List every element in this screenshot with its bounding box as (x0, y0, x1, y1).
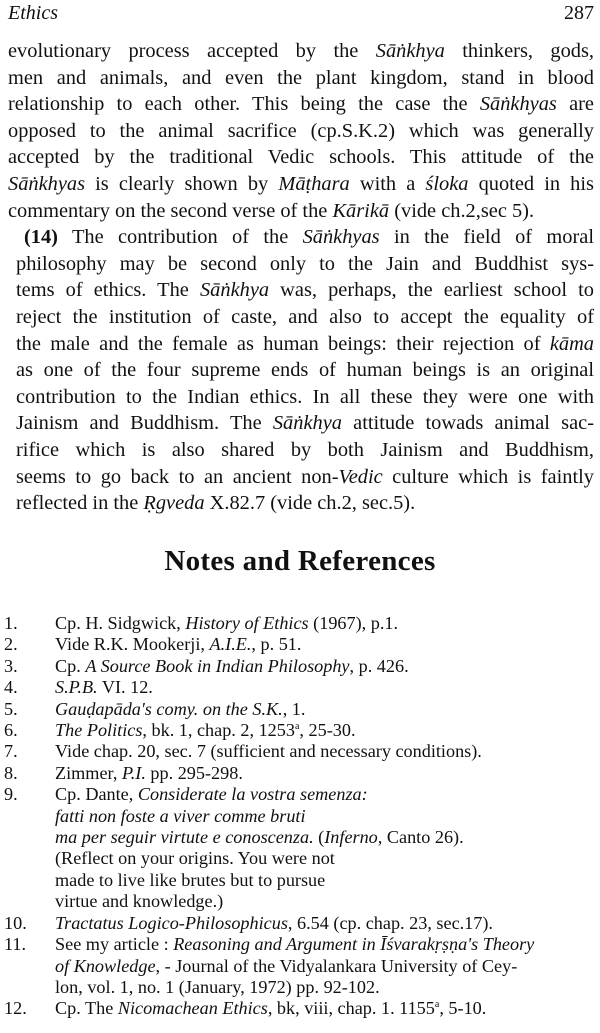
superscript: a (434, 999, 440, 1011)
text-line: rifice which is also shared by both Jainism and Buddhism, (16, 438, 594, 461)
note-item (4, 763, 600, 784)
text-line: men and animals, and even the plant kingdom, stand in blood (8, 66, 594, 89)
note-line: ma per seguir virtute e conoscenza. (Inferno, Canto 26). (55, 827, 464, 848)
note-item (4, 934, 600, 998)
note-text (55, 699, 600, 720)
note-number: 3. (4, 655, 18, 676)
italic-term: Tractatus Logico-Philosophicus (55, 912, 288, 933)
italic-term: Sāṅkhya (272, 412, 342, 435)
note-text (55, 763, 600, 784)
note-item (4, 720, 600, 741)
text-line: reflected in the Ṛgveda X.82.7 (vide ch.2, sec.5). (16, 492, 416, 515)
italic-term: Ṛgveda (143, 492, 205, 515)
italic-term: fatti non foste a viver comme bruti (55, 805, 306, 826)
note-number: 5. (4, 698, 18, 719)
note-text (55, 784, 600, 912)
note-line: lon, vol. 1, no. 1 (January, 1972) pp. 92-102. (55, 976, 380, 997)
text-line: relationship to each other. This being the case the Sāṅkhyas are (8, 93, 594, 116)
italic-term: of Knowledge (55, 955, 156, 976)
note-line: Vide R.K. Mookerji, A.I.E., p. 51. (55, 634, 302, 655)
note-line: Gauḍapāda's comy. on the S.K., 1. (55, 698, 306, 719)
note-number: 7. (4, 741, 18, 762)
note-text (55, 720, 600, 741)
italic-term: Māṭhara (278, 172, 350, 195)
note-item (4, 656, 600, 677)
note-item (4, 613, 600, 634)
text-line: as one of the four supreme ends of human beings is an original (16, 359, 594, 382)
italic-term: kāma (549, 332, 594, 355)
note-line: (Reflect on your origins. You were not (55, 848, 335, 869)
italic-term: P.I. (121, 762, 146, 783)
text-line: philosophy may be second only to the Jain and Buddhist sys- (16, 252, 594, 275)
note-line: of Knowledge, - Journal of the Vidyalankara University of Cey- (55, 955, 518, 976)
text-line: reject the institution of caste, and also to accept the equality of (16, 305, 594, 328)
running-title: Ethics (8, 2, 58, 24)
note-number: 10. (4, 912, 27, 933)
page-number: 287 (564, 2, 594, 24)
paragraph-2 (8, 224, 594, 517)
superscript: a (294, 721, 300, 733)
note-number: 1. (4, 613, 18, 633)
note-line: Cp. H. Sidgwick, History of Ethics (1967), p.1. (55, 613, 399, 633)
italic-term: A Source Book in Indian Philosophy (85, 655, 350, 676)
note-item (4, 913, 600, 934)
note-item (4, 677, 600, 698)
text-line: opposed to the animal sacrifice (cp.S.K.2) which was generally (8, 119, 594, 142)
note-line: virtue and knowledge.) (55, 891, 224, 912)
note-item (4, 741, 600, 762)
italic-term: Kārikā (332, 199, 390, 222)
italic-term: Considerate la vostra semenza: (137, 784, 368, 805)
note-line: Cp. A Source Book in Indian Philosophy, p. 426. (55, 655, 409, 676)
note-number: 9. (4, 784, 18, 805)
text-line: contribution to the Indian ethics. In all these they were one with (16, 385, 594, 408)
text-line: accepted by the traditional Vedic schools. This attitude of the (8, 146, 594, 169)
note-item (4, 634, 600, 655)
note-line: S.P.B. VI. 12. (55, 677, 153, 698)
italic-term: ma per seguir virtute e conoscenza. (55, 827, 314, 848)
italic-term: Nicomachean Ethics (117, 998, 268, 1019)
italic-term: A.I.E. (209, 634, 252, 655)
note-line: Tractatus Logico-Philosophicus, 6.54 (cp. chap. 23, sec.17). (55, 912, 493, 933)
text-line: the male and the female as human beings: their rejection of kāma (16, 332, 594, 355)
notes-list (4, 613, 600, 1020)
italic-term: Inferno, (324, 827, 383, 848)
italic-term: The Politics (55, 720, 143, 741)
italic-term: S.P.B. (55, 677, 98, 698)
text-line: Sāṅkhyas is clearly shown by Māṭhara with a śloka quoted in his (8, 172, 594, 195)
note-item (4, 784, 600, 912)
note-line: Zimmer, P.I. pp. 295-298. (55, 762, 243, 783)
text-line: seems to go back to an ancient non-Vedic culture which is faintly (16, 465, 594, 488)
note-number: 4. (4, 677, 18, 698)
paragraph-1 (8, 38, 594, 224)
text-line: commentary on the second verse of the Kārikā (vide ch.2,sec 5). (8, 199, 535, 222)
note-text (55, 677, 600, 698)
note-text (55, 998, 600, 1019)
note-number: 2. (4, 634, 18, 655)
section-title: Notes and References (164, 545, 436, 577)
running-header (8, 2, 594, 28)
note-line (55, 806, 600, 827)
note-number: 8. (4, 762, 18, 783)
note-line: The Politics, bk. 1, chap. 2, 1253$^a$, 25-30. (55, 720, 356, 741)
text-line: (14) The contribution of the Sāṅkhyas in the field of moral (24, 226, 594, 249)
note-line: Cp. The Nicomachean Ethics, bk, viii, chap. 1. 1155$^a$, 5-10. (55, 998, 487, 1019)
italic-term: Gauḍapāda's comy. on the S.K. (55, 698, 283, 719)
italic-term: Sāṅkhyas (8, 172, 86, 195)
text-line: evolutionary process accepted by the Sāṅkhya thinkers, gods, (8, 40, 595, 62)
body-text (8, 38, 594, 517)
text-line: Jainism and Buddhism. The Sāṅkhya attitude towads animal sac- (16, 412, 594, 435)
note-line: Vide chap. 20, sec. 7 (sufficient and necessary conditions). (55, 741, 482, 762)
note-text (55, 913, 600, 934)
italic-term: Sāṅkhya (199, 279, 270, 302)
italic-term: Vedic (338, 465, 383, 488)
italic-term: History of Ethics (185, 613, 309, 633)
note-text (55, 934, 600, 998)
note-text (55, 613, 600, 634)
note-number: 6. (4, 720, 18, 741)
italic-term: Reasoning and Argument in Īśvarakṛṣṇa's Theory (173, 934, 535, 955)
italic-term: Sāṅkhyas (479, 93, 557, 116)
note-item (4, 699, 600, 720)
note-text (55, 741, 600, 762)
note-line: made to live like brutes but to pursue (55, 869, 326, 890)
italic-term: śloka (425, 172, 469, 195)
italic-term: Sāṅkhyas (302, 226, 380, 249)
note-line: Cp. Dante, Considerate la vostra semenza: (55, 784, 368, 805)
paragraph-number: (14) (24, 226, 58, 249)
note-number: 11. (4, 934, 27, 955)
note-text (55, 656, 600, 677)
note-item (4, 998, 600, 1019)
text-line: tems of ethics. The Sāṅkhya was, perhaps, the earliest school to (16, 279, 594, 302)
note-text (55, 634, 600, 655)
note-line: See my article : Reasoning and Argument in Īśvarakṛṣṇa's Theory (55, 934, 535, 955)
italic-term: Sāṅkhya (375, 40, 445, 62)
note-number: 12. (4, 998, 27, 1019)
